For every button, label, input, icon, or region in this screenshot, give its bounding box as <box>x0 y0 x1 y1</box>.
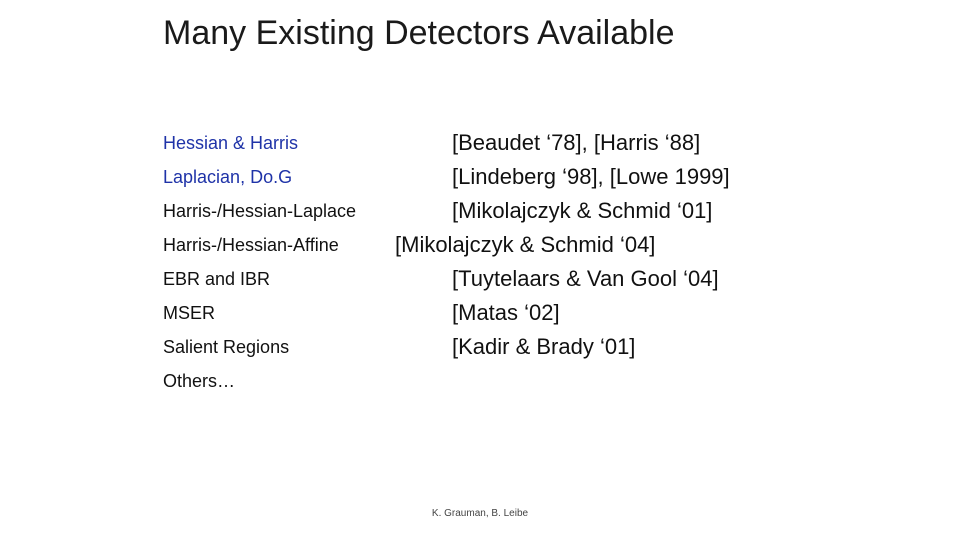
detector-row-harris-hessian-laplace <box>163 194 863 228</box>
detector-row-mser <box>163 296 863 330</box>
detector-row-laplacian-dog <box>163 160 863 194</box>
detector-method: Hessian & Harris <box>163 133 299 153</box>
detector-method: Laplacian, Do.G <box>163 167 293 187</box>
detector-method: Harris-/Hessian-Affine <box>163 235 339 255</box>
detector-citation: [Mikolajczyk & Schmid ‘01] <box>452 198 713 223</box>
detector-citation: [Matas ‘02] <box>452 300 560 325</box>
detector-method: EBR and IBR <box>163 269 271 289</box>
detector-row-harris-hessian-affine <box>163 228 863 262</box>
detector-citation: [Kadir & Brady ‘01] <box>452 334 636 359</box>
detector-method: Others… <box>163 371 236 391</box>
detector-citation: [Mikolajczyk & Schmid ‘04] <box>395 232 656 257</box>
detector-citation: [Lindeberg ‘98], [Lowe 1999] <box>452 164 730 189</box>
detector-method: MSER <box>163 303 216 323</box>
slide-title: Many Existing Detectors Available <box>163 14 675 52</box>
detector-citation: [Beaudet ‘78], [Harris ‘88] <box>452 130 701 155</box>
detector-method: Harris-/Hessian-Laplace <box>163 201 357 221</box>
detector-row-ebr-ibr <box>163 262 863 296</box>
slide-footer-credit: K. Grauman, B. Leibe <box>431 508 529 519</box>
detector-row-hessian-harris <box>163 126 863 160</box>
detector-row-others <box>163 364 863 398</box>
detector-method: Salient Regions <box>163 337 290 357</box>
detector-row-salient-regions <box>163 330 863 364</box>
detector-citation: [Tuytelaars & Van Gool ‘04] <box>452 266 719 291</box>
